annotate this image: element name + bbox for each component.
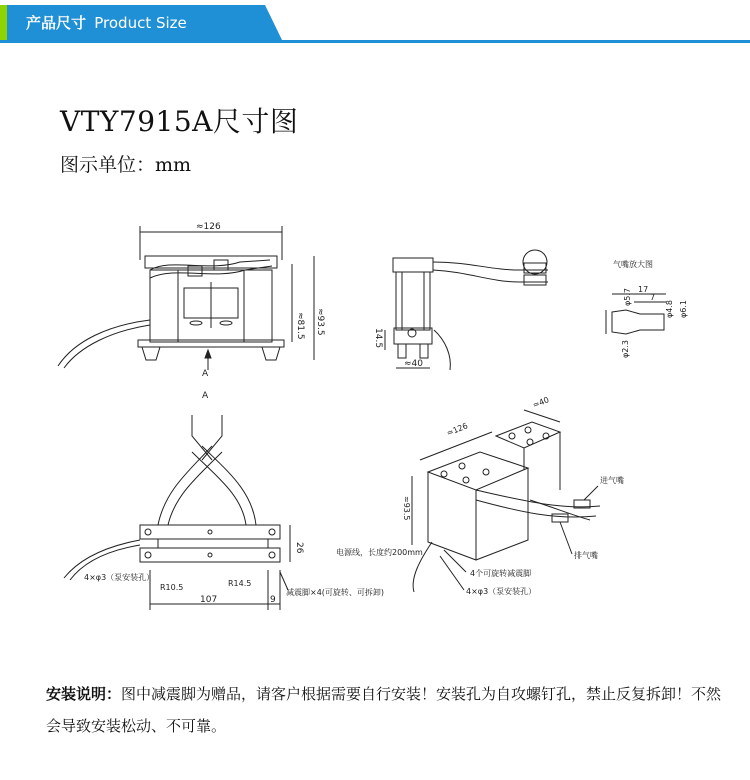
iso-view [336, 395, 624, 596]
top-height-26: 26 [294, 542, 304, 554]
header-underline [0, 40, 750, 43]
install-note-label: 安装说明： [46, 685, 122, 703]
top-r-small: R10.5 [160, 583, 184, 592]
front-view [58, 222, 325, 401]
header-accent [0, 5, 7, 40]
unit-line: 图示单位：mm [60, 154, 192, 176]
nozzle-dim-2-3: φ2.3 [621, 340, 630, 358]
top-view [64, 415, 384, 610]
front-width-label: ≈126 [196, 222, 221, 232]
iso-cable-label: 电源线，长度约200mm [336, 548, 423, 557]
nozzle-title: 气嘴放大图 [613, 260, 653, 269]
header-title-cn: 产品尺寸 [26, 14, 87, 32]
iso-height-label: ≈93.5 [402, 496, 411, 521]
nozzle-dim-6-1: φ6.1 [679, 300, 688, 318]
iso-width-label: ≈126 [445, 421, 470, 438]
header-title-en: Product Size [94, 14, 187, 32]
iso-inlet-label: 进气嘴 [600, 476, 624, 485]
top-holes-label: 4×φ3（泵安装孔） [84, 573, 155, 582]
header-title [26, 12, 187, 33]
iso-feet-label: 4个可旋转减震脚 [470, 569, 532, 578]
dimension-drawing [0, 200, 750, 620]
front-height-inner: ≈81.5 [295, 312, 305, 340]
top-r-large: R14.5 [228, 579, 252, 588]
nozzle-detail [606, 259, 688, 358]
top-width-107: 107 [200, 595, 218, 605]
install-note-text: 图中减震脚为赠品，请客户根据需要自行安装！安装孔为自攻螺钉孔，禁止反复拆卸！不然会导致安装松动、不可靠。 [46, 685, 722, 735]
nozzle-dim-5-7: φ5.7 [623, 288, 632, 306]
top-width-9: 9 [270, 595, 276, 605]
front-height-outer: ≈93.5 [315, 308, 325, 336]
section-marker-a-bottom: A [202, 391, 209, 401]
iso-outlet-label: 排气嘴 [574, 551, 598, 560]
nozzle-dim-7: 7 [650, 293, 656, 302]
side-view [373, 250, 548, 370]
iso-depth-label: ≈40 [531, 395, 551, 410]
model-title: VTY7915A尺寸图 [60, 105, 299, 138]
nozzle-dim-4-8: φ4.8 [665, 300, 674, 318]
install-note [46, 678, 726, 742]
top-feet-label: 减震脚×4(可旋转、可拆卸) [286, 588, 385, 597]
side-width-label: ≈40 [404, 359, 423, 369]
iso-holes-label: 4×φ3（泵安装孔） [466, 587, 537, 596]
section-header [0, 0, 750, 46]
side-height-label: 14.5 [373, 328, 383, 349]
section-marker-a-top: A [202, 369, 209, 379]
nozzle-dim-17: 17 [638, 285, 649, 294]
